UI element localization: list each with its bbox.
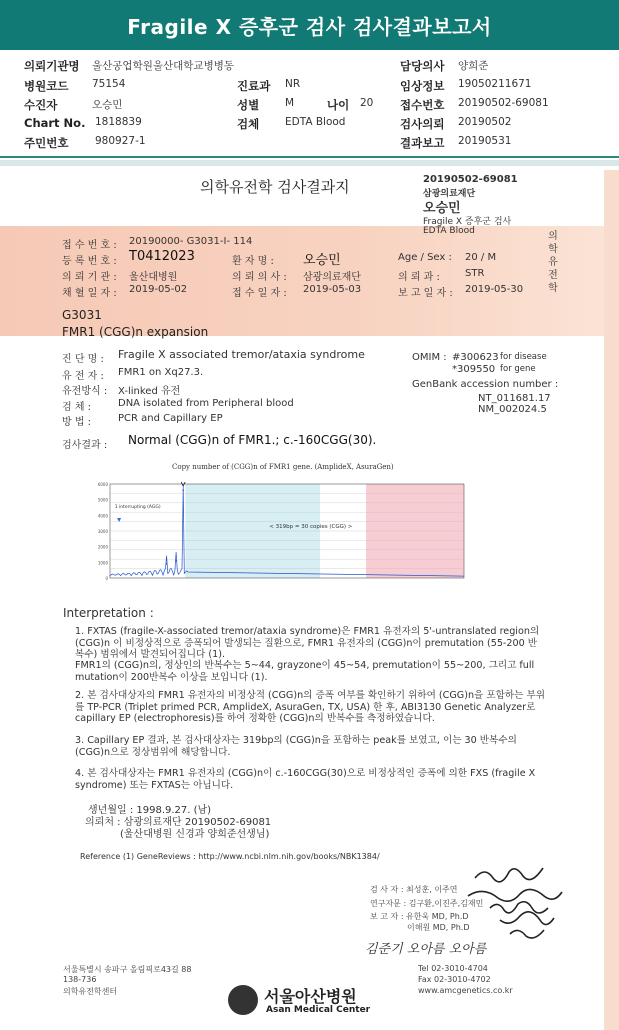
meta-label: 보 고 일 자 :	[398, 288, 453, 299]
accession-number: 20190000- G3031-I- 114	[129, 236, 253, 247]
meta-label: 의 뢰 과 :	[398, 272, 440, 283]
header-value: EDTA Blood	[285, 116, 346, 128]
genbank-acc2: NM_002024.5	[478, 404, 547, 415]
header-label: 검체	[237, 117, 260, 131]
logo-korean: 서울아산병원	[264, 987, 357, 1006]
peak-point	[175, 560, 177, 562]
header-label: Chart No.	[24, 116, 86, 130]
vertical-dept-label: 의학유전학	[548, 231, 558, 294]
omim-disease: #300623	[452, 352, 499, 363]
stamp-code: 20190502-69081	[423, 174, 518, 185]
test-name: FMR1 (CGG)n expansion	[62, 325, 209, 339]
gene: FMR1 on Xq27.3.	[118, 367, 204, 378]
copy-annotation: < 319bp = 30 copies (CGG) >	[269, 524, 353, 530]
field-label: 검 체 :	[62, 402, 92, 413]
signature-scribbles	[460, 858, 570, 948]
reporter: 보 고 자 : 유한욱 MD, Ph.D	[370, 912, 469, 921]
tester: 검 사 자 : 최성훈, 이주연	[370, 885, 458, 894]
field-label: 유전방식 :	[62, 386, 108, 397]
header-label: 나이	[327, 98, 350, 112]
agg-arrow-icon	[117, 518, 121, 522]
collect-date: 2019-05-02	[129, 284, 188, 295]
header-label: 의뢰기관명	[24, 59, 80, 73]
header-value: 20190502	[458, 116, 512, 128]
meta-label: 환 자 명 :	[232, 256, 274, 267]
header-label: 수진자	[24, 98, 58, 112]
meta-label: 의 뢰 의 사 :	[232, 272, 287, 283]
interp-p4: 4. 본 검사대상자는 FMR1 유전자의 (CGG)n이 c.-160CGG(30)으로 비정상적인 증폭에 의한 FXS (fragile X syndrome) 또는 FXTAS는 아닙니다.	[75, 768, 536, 791]
meta-label: 의 뢰 기 관 :	[62, 272, 117, 283]
header-value: 980927-1	[95, 135, 146, 147]
stamp-test: Fragile X 증후군 검사	[423, 217, 512, 227]
receive-date: 2019-05-03	[303, 284, 362, 295]
field-label: 검사결과 :	[62, 440, 108, 451]
meta-label: 채 혈 일 자 :	[62, 288, 117, 299]
department: STR	[465, 268, 485, 279]
footer-fax: Fax 02-3010-4702	[418, 975, 491, 984]
report-heading: 의학유전학 검사결과지	[200, 178, 350, 196]
y-tick-label: 1000	[97, 560, 108, 566]
reporter-second: 이해원 MD, Ph.D	[407, 923, 470, 932]
logo-english: Asan Medical Center	[266, 1005, 371, 1015]
stamp-name: 오승민	[423, 201, 461, 216]
header-value: 양희준	[458, 60, 489, 72]
meta-label: 접 수 일 자 :	[232, 288, 287, 299]
y-tick-label: 5000	[97, 497, 108, 503]
interp-p2: 2. 본 검사대상자의 FMR1 유전자의 비정상적 (CGG)n의 증폭 여부를 확인하기 위하여 (CGG)n을 포함하는 부위를 TP-PCR (Triplet primed PCR, AmplideX, AsuraGen, TX, USA) 한 후, ABI3130 Genetic Analyzer로 capillary EP (electrophoresis)를 하여 정확한 (CGG)n의 반복수를 측정하였습니다.	[75, 690, 545, 724]
interp-p1b: FMR1의 (CGG)n의, 정상인의 반복수는 5~44, grayzone이 45~54, premutation이 55~200, 그리고 full mutation이 200반복수 이상을 보입니다 (1).	[75, 660, 535, 683]
footer-zip: 138-736	[63, 975, 97, 984]
meta-label: 접 수 번 호 :	[62, 240, 117, 251]
meta-label: 등 록 번 호 :	[62, 256, 117, 267]
reference: Reference (1) GeneReviews : http://www.ncbi.nlm.nih.gov/books/NBK1384/	[80, 852, 380, 861]
test-code: G3031	[62, 308, 102, 322]
meta-label: Age / Sex :	[398, 252, 452, 263]
interp-p3: 3. Capillary EP 결과, 본 검사대상자는 319bp의 (CGG)n을 포함하는 peak를 보였고, 이는 30 반복수의 (CGG)n으로 정상범위에 해당합니다.	[75, 735, 517, 758]
header-value: M	[285, 97, 295, 109]
omim-gene-note: for gene	[500, 364, 536, 374]
requester-detail: (울산대병원 신경과 양희준선생님)	[120, 829, 270, 840]
header-label: 주민번호	[24, 136, 69, 150]
y-tick-label: 6000	[97, 482, 108, 487]
stamp-org: 삼광의료재단	[423, 189, 476, 199]
footer-address: 서울특별시 송파구 올림픽로43길 88	[63, 965, 192, 974]
field-label: 방 법 :	[62, 417, 92, 428]
requester: 의뢰처 : 삼광의료재단 20190502-69081	[85, 817, 272, 828]
footer-center: 의학유전학센터	[63, 987, 118, 996]
genbank-label: GenBank accession number :	[412, 379, 559, 390]
header-label: 진료과	[237, 79, 271, 93]
genbank-acc1: NT_011681.17	[478, 393, 551, 404]
result: Normal (CGG)n of FMR1.; c.-160CGG(30).	[128, 433, 377, 447]
footer-tel: Tel 02-3010-4704	[418, 964, 488, 973]
omim-gene: *309550	[452, 364, 496, 375]
header-label: 결과보고	[400, 136, 445, 150]
report-title: Fragile X 증후군 검사 검사결과보고서	[127, 14, 492, 39]
header-label: 접수번호	[400, 98, 445, 112]
y-tick-label: 2000	[97, 544, 108, 550]
age-sex: 20 / M	[465, 252, 497, 263]
header-label: 검사의뢰	[400, 117, 445, 131]
header-value: 20190531	[458, 135, 512, 147]
footer-web: www.amcgenetics.co.kr	[418, 986, 513, 995]
peak-point	[166, 563, 168, 565]
agg-annotation: 1 interrupting (AGG)	[114, 505, 161, 510]
field-label: 유 전 자 :	[62, 371, 104, 382]
header-value: NR	[285, 78, 301, 90]
report-date: 2019-05-30	[465, 284, 524, 295]
header-label: 담당의사	[400, 59, 445, 73]
doctor: 삼광의료재단	[303, 272, 361, 283]
chart-title: Copy number of (CGG)n of FMR1 gene. (AmplideX, AsuraGen)	[172, 463, 394, 471]
divider-band	[0, 160, 619, 166]
method: PCR and Capillary EP	[118, 413, 223, 424]
interp-p1: 1. FXTAS (fragile-X-associated tremor/ataxia syndrome)은 FMR1 유전자의 5'-untranslated region의 (CGG)n 이 비정상적으로 증폭되어 발생되는 질환으로, FMR1 유전자의 (CGG)n이 premutation (55-200 반복수) 범위에서 발견되어집니다 (1).	[75, 626, 540, 660]
research-advisor: 연구자문 : 김구환,이진주,김재민	[370, 899, 484, 908]
report-title-bar	[0, 0, 619, 50]
header-value: 20190502-69081	[458, 97, 549, 109]
y-tick-label: 3000	[97, 529, 108, 534]
header-value: 75154	[92, 78, 126, 90]
capillary-ep-chart	[97, 478, 472, 586]
header-value: 1818839	[95, 116, 142, 128]
diagnosis: Fragile X associated tremor/ataxia syndrome	[118, 348, 365, 361]
patient-name: 오승민	[303, 253, 341, 268]
header-label: 임상정보	[400, 79, 445, 93]
header-value: 19050211671	[458, 78, 532, 90]
y-tick-label: 0	[105, 576, 108, 581]
omim-disease-note: for disease	[500, 352, 547, 362]
y-tick-label: 4000	[97, 513, 108, 519]
registration-number: T0412023	[129, 249, 195, 264]
birth-date: 생년월일 : 1998.9.27. (남)	[88, 805, 212, 816]
header-label: 병원코드	[24, 79, 69, 93]
header-value: 오승민	[92, 99, 123, 111]
header-value: 울산공업학원울산대학교병병동	[92, 60, 235, 72]
asan-logo-icon	[228, 985, 258, 1015]
stamp-specimen: EDTA Blood	[423, 226, 475, 236]
peak-point	[182, 489, 184, 491]
handwritten-signatures: 김준기 오아름 오아름	[365, 942, 487, 957]
omim-label: OMIM :	[412, 352, 447, 363]
right-margin-strip	[604, 170, 619, 1030]
interpretation-title: Interpretation :	[63, 606, 154, 620]
specimen: DNA isolated from Peripheral blood	[118, 398, 294, 409]
header-label: 성별	[237, 98, 260, 112]
divider	[0, 156, 619, 158]
inheritance: X-linked 유전	[118, 386, 181, 397]
field-label: 진 단 명 :	[62, 354, 104, 365]
institution: 울산대병원	[129, 272, 178, 283]
header-value: 20	[360, 97, 374, 109]
